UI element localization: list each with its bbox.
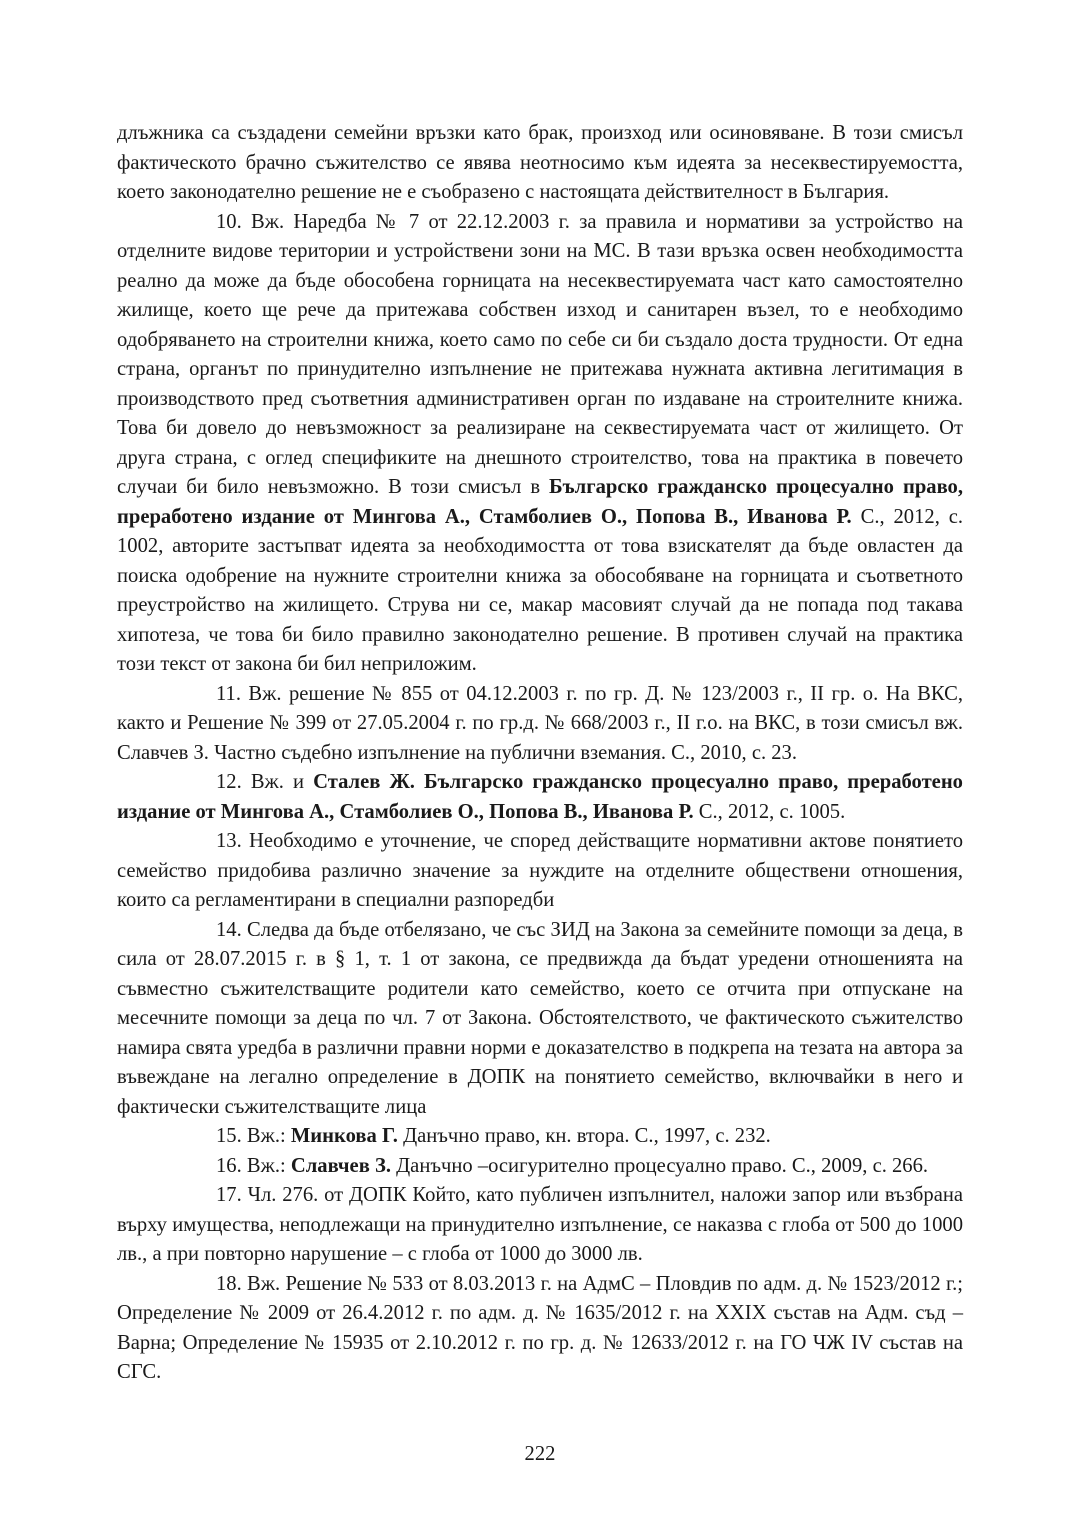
footnote-continuation: длъжника са създадени семейни връзки като брак, произход или осиновяване. В този смисъл фактическото брачно съжителство се явява неотносимо към идеята за несеквестируемостта, което законодателно решение не е съобразено с настоящата действителност в България.	[117, 122, 963, 203]
page-number: 222	[524, 1443, 556, 1465]
citation-bold: Сталев Ж. Българско гражданско процесуално право, преработено издание от Мингова А., Стамболиев О., Попова В., Иванова Р.	[117, 771, 963, 823]
footnote-15: 15. Вж.: Минкова Г. Данъчно право, кн. втора. С., 1997, с. 232.	[216, 1125, 771, 1147]
author-bold: Минкова Г.	[290, 1125, 398, 1147]
footnote-10: 10. Вж. Наредба № 7 от 22.12.2003 г. за правила и нормативи за устройство на отделните видове територии и устройствени зони на МС. В тази връзка освен необходимостта реално да може да бъде обособена горницата на несеквестируемата част като самостоятелно жилище, което ще рече да притежава собствен изход и санитарен възел, то е необходимо одобряването на строителни книжа, което само по себе си би създало доста трудности. От една страна, органът по принудително изпълнение не притежава нужната активна легитимация в производството пред съответния административен орган по издаване на строителните книжа. Това би довело до невъзможност за реализиране на секвестируемата част от жилището. От друга страна, с оглед спецификите на днешното строителство, това на практика в повечето случаи би било невъзможно. В този смисъл в Българско гражданско процесуално право, преработено издание от Мингова А., Стамболиев О., Попова В., Иванова Р. С., 2012, с. 1002, авторите застъпват идеята за необходимостта от това взискателят да бъде овластен да поиска одобрение на нужните строителни книжа за обособяване на горницата и съответното преустройство на жилището. Струва ни се, макар масовият случай да не попада под такава хипотеза, че това би било правилно законодателно решение. В противен случай на практика този текст от закона би бил неприложим.	[117, 210, 963, 675]
footnote-16: 16. Вж.: Славчев З. Данъчно –осигурително процесуално право. С., 2009, с. 266.	[216, 1154, 929, 1177]
footnote-11: 11. Вж. решение № 855 от 04.12.2003 г. по гр. Д. № 123/2003 г., II гр. о. На ВКС, както и Решение № 399 от 27.05.2004 г. по гр.д. № 668/2003 г., II г.о. на ВКС, в този смисъл вж. Славчев З. Частно съдебно изпълнение на публични вземания. С., 2010, с. 23.	[117, 682, 963, 764]
footnote-14: 14. Следва да бъде отбелязано, че със ЗИД на Закона за семейните помощи за деца, в сила от 28.07.2015 г. в § 1, т. 1 от закона, се предвижда да бъдат уредени отношенията на съвместно съжителстващите родители като семейство, което се отчита при отпускане на месечните помощи за деца по чл. 7 от Закона. Обстоятелството, че фактическото съжителство намира свята уредба в различни правни норми е доказателство в подкрепа на тезата на автора за въвеждане на легално определение в ДОПК на понятието семейство, включвайки в него и фактически съжителстващите лица	[117, 918, 963, 1118]
footnote-18: 18. Вж. Решение № 533 от 8.03.2013 г. на АдмС – Пловдив по адм. д. № 1523/2012 г.; Определение № 2009 от 26.4.2012 г. по адм. д. № 1635/2012 г. на XXIX състав на Адм. съд – Варна; Определение № 15935 от 2.10.2012 г. по гр. д. № 12633/2012 г. на ГО ЧЖ IV състав на СГС.	[117, 1272, 963, 1383]
footnote-12: 12. Вж. и Сталев Ж. Българско гражданско процесуално право, преработено издание от Мингова А., Стамболиев О., Попова В., Иванова Р. С., 2012, с. 1005.	[117, 771, 963, 823]
citation-bold: Българско гражданско процесуално право, преработено издание от Мингова А., Стамболиев О., Попова В., Иванова Р.	[117, 476, 963, 528]
author-bold: Славчев З.	[290, 1154, 391, 1177]
footnotes-block	[117, 119, 963, 1388]
footnote-13: 13. Необходимо е уточнение, че според действащите нормативни актове понятието семейство придобива различно значение за нуждите на отделните обществени отношения, които са регламентирани в специални разпоредби	[117, 830, 963, 911]
footnote-17: 17. Чл. 276. от ДОПК Който, като публичен изпълнител, наложи запор или възбрана върху имущества, неподлежащи на принудително изпълнение, се наказва с глоба от 500 до 1000 лв., а при повторно нарушение – с глоба от 1000 до 3000 лв.	[117, 1184, 963, 1265]
